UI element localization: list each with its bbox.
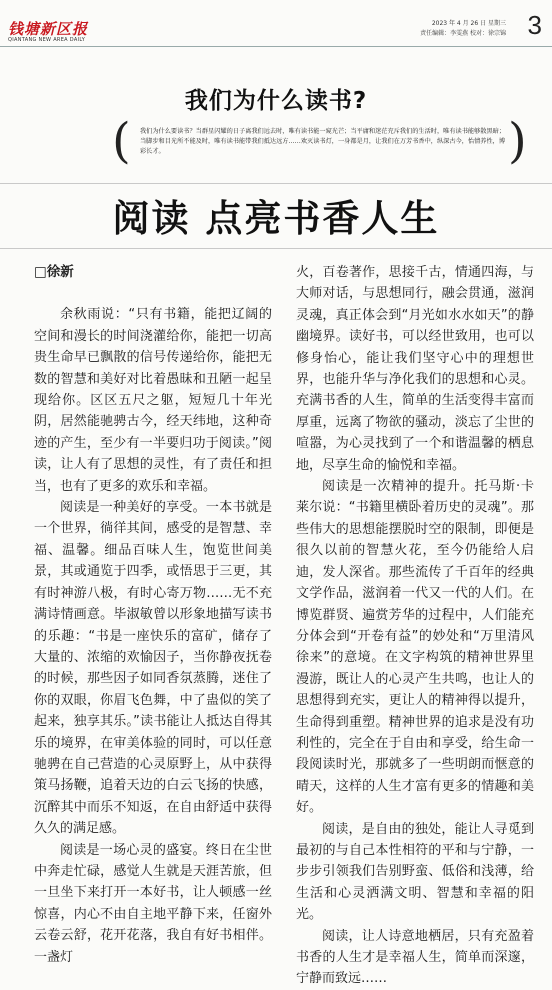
paragraph: 阅读是一种美好的享受。一本书就是一个世界，徜徉其间，感受的是智慧、幸福、温馨。细品百味人生，饱览世间美景，其或通览于四季，或悟思于三更，其有时神游八极，有时心寄万物……无不充满诗情画意。毕淑敏曾以形象地描写读书的乐趣：“书是一座快乐的富矿，储存了大量的、浓缩的欢愉因子，当你静夜抚卷的时候，那些因子如同香氛蒸腾，迷住了你的双眼，你眉飞色舞，中了蛊似的笑了起来，独享其乐。”读书能让人抵达自得其乐的境界，在审美体验的同时，可以任意驰骋在自己营造的心灵原野上，从中获得策马扬鞭，追着天边的白云飞扬的快感，沉醉其中而乐不知返，在自由舒适中获得久久的满足感。: [34, 500, 272, 837]
editor-credits: 责任编辑：李雯燕 校对：徐宗锦: [420, 30, 506, 37]
article-column-right: [296, 262, 534, 990]
intro-blurb: 我们为什么要读书？当群星闪耀的日子离我们远去时，唯有读书能一窥光芒；当平庸和迷茫充斥我们的生活时，唯有读书能够散黑暗；当脚步和目光所不能及时，唯有读书能带我们抵达远方……欢灭读书灯，一身都是月，让我们在万芳书香中，纵深古今，怡情养性，博彩长才。: [140, 128, 506, 156]
byline: □徐新: [34, 264, 74, 280]
paragraph-continued: 火，百卷著作，思接千古，情通四海，与大师对话，与思想同行，融会贯通，滋润灵魂，真正体会到“月光如水水如天”的静幽境界。读好书，可以经世致用，也可以修身怡心，能让我们坚守心中的理想世界，也能升华与净化我们的思想和心灵。充满书香的人生，简单的生活变得丰富而厚重，远离了物欲的骚动，淡忘了尘世的喧嚣，为心灵找到了一个和谐温馨的栖息地，尽享生命的愉悦和幸福。: [296, 265, 534, 473]
paragraph: 阅读是一场心灵的盛宴。终日在尘世中奔走忙碌，感觉人生就是天涯苦旅，但一旦坐下来打开一本好书，让人顿感一丝惊喜，内心不由自主地平静下来，任窗外云卷云舒，花开花落，我自有好书相伴。一盏灯: [34, 842, 272, 965]
header-divider: [0, 46, 552, 47]
kicker-title: 我们为什么读书?: [184, 88, 368, 114]
masthead: [0, 0, 552, 44]
right-bracket-ornament: ): [508, 113, 527, 169]
headline-top-divider: [0, 183, 552, 184]
page-number: 3: [527, 10, 542, 40]
left-bracket-ornament: (: [112, 113, 131, 169]
newspaper-logo-english: QIANTANG NEW AREA DAILY: [8, 37, 86, 43]
paragraph: 阅读是一次精神的提升。托马斯·卡莱尔说：“书籍里横卧着历史的灵魂”。那些伟大的思想能摆脱时空的限制，即便是很久以前的智慧火花，至今仍能给人启迪，发人深省。那些流传了千百年的经典文学作品，滋润着一代又一代的人们。在博览群贤、遍赏芳华的过程中，人们能充分体会到“开卷有益”的妙处和“万里清风徐来”的意境。在文字构筑的精神世界里漫游，既让人的心灵产生共鸣，也让人的思想得到充实，更让人的精神得以提升，生命得到重塑。精神世界的追求是没有功利性的，完全在于自由和享受，给生命一段阅读时光，那就多了一些明朗而惬意的晴天，这样的人生才富有更多的情趣和美好。: [296, 479, 534, 816]
headline: 阅读 点亮书香人生: [112, 197, 440, 240]
paragraph: 阅读，让人诗意地栖居，只有充盈着书香的人生才是幸福人生，简单而深邃，宁静而致远……: [296, 928, 534, 987]
article-column-left: [34, 262, 272, 968]
issue-date: 2023 年 4 月 26 日 星期三: [431, 20, 506, 27]
headline-bottom-divider: [0, 248, 552, 249]
paragraph: 余秋雨说：“只有书籍，能把辽阔的空间和漫长的时间浇灌给你，能把一切高贵生命早已飘散的信号传递给你，能把无数的智慧和美好对比着愚昧和丑陋一起呈现给你。区区五尺之躯，短短几十年光阴，居然能驰骋古今，经天纬地，这种奇迹的产生，至少有一半要归功于阅读。”阅读，让人有了思想的灵性，有了责任和担当，也有了更多的欢乐和幸福。: [34, 307, 272, 494]
newspaper-logo: 钱塘新区报: [8, 20, 89, 38]
paragraph: 阅读，是自由的独处，能让人寻觅到最初的与自己本性相符的平和与宁静，一步步引领我们告别野蛮、低俗和浅薄，给生活和心灵洒满文明、智慧和幸福的阳光。: [296, 821, 534, 923]
